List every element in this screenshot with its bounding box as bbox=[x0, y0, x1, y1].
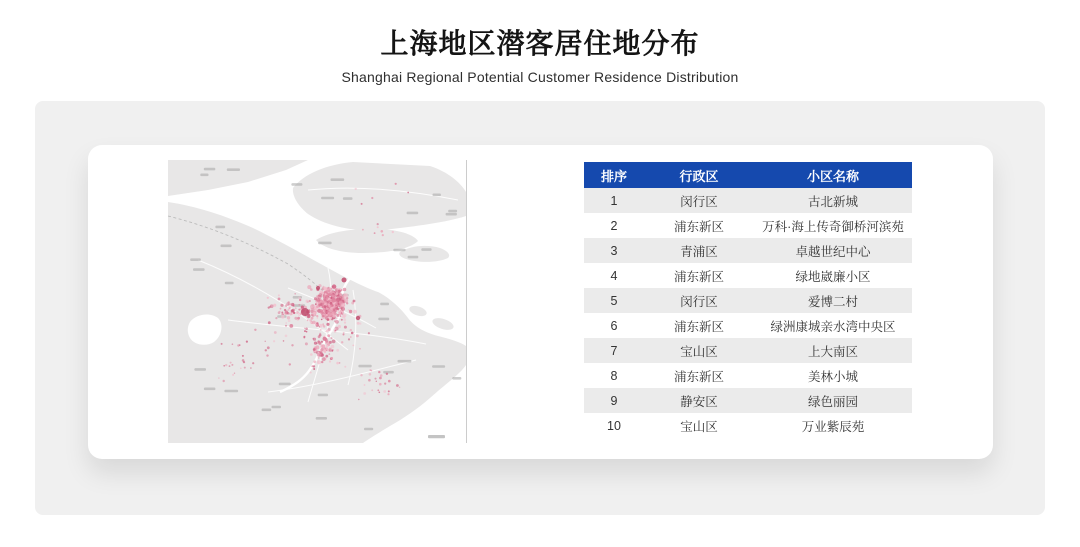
table-row bbox=[584, 288, 912, 313]
table-row bbox=[584, 238, 912, 263]
table-row bbox=[584, 363, 912, 388]
content-panel bbox=[35, 101, 1045, 515]
map-canvas bbox=[168, 160, 466, 443]
page-title: 上海地区潜客居住地分布 bbox=[380, 28, 700, 59]
table-row bbox=[584, 213, 912, 238]
rank-cell: 1 bbox=[610, 193, 618, 208]
rank-cell: 3 bbox=[610, 243, 618, 258]
community-cell: 万科·海上传奇御桥河滨苑 bbox=[762, 219, 904, 234]
page-subtitle: Shanghai Regional Potential Customer Residence Distribution bbox=[341, 69, 739, 85]
community-cell: 绿色丽园 bbox=[807, 394, 858, 409]
community-cell: 美林小城 bbox=[807, 369, 858, 384]
map-attribution bbox=[428, 435, 445, 438]
community-cell: 万业紫辰苑 bbox=[801, 419, 865, 434]
rank-cell: 9 bbox=[610, 393, 618, 408]
shanghai-map bbox=[168, 160, 467, 443]
table-row bbox=[584, 413, 912, 438]
rank-cell: 4 bbox=[610, 268, 618, 283]
table-row bbox=[584, 263, 912, 288]
community-cell: 上大南区 bbox=[807, 344, 858, 359]
community-cell: 卓越世纪中心 bbox=[795, 244, 871, 259]
district-cell: 浦东新区 bbox=[673, 319, 724, 334]
rank-cell: 6 bbox=[610, 318, 618, 333]
district-cell: 闵行区 bbox=[680, 194, 718, 209]
table-row bbox=[584, 338, 912, 363]
ranking-table-container bbox=[584, 162, 912, 438]
column-header-2: 小区名称 bbox=[754, 162, 912, 188]
ranking-table bbox=[584, 162, 912, 438]
content-card bbox=[88, 145, 993, 459]
district-cell: 宝山区 bbox=[680, 344, 718, 359]
district-cell: 浦东新区 bbox=[673, 219, 724, 234]
table-row bbox=[584, 188, 912, 213]
table-row bbox=[584, 388, 912, 413]
rank-cell: 10 bbox=[607, 418, 621, 433]
community-cell: 爱博二村 bbox=[807, 294, 858, 309]
district-cell: 宝山区 bbox=[680, 419, 718, 434]
column-header-1: 行政区 bbox=[644, 162, 754, 188]
page-header bbox=[0, 22, 1080, 85]
rank-cell: 7 bbox=[610, 343, 618, 358]
community-cell: 绿地崴廉小区 bbox=[795, 269, 871, 284]
rank-cell: 5 bbox=[610, 293, 618, 308]
district-cell: 青浦区 bbox=[680, 244, 718, 259]
table-header-row bbox=[584, 162, 912, 188]
district-cell: 浦东新区 bbox=[673, 269, 724, 284]
district-cell: 闵行区 bbox=[680, 294, 718, 309]
district-cell: 浦东新区 bbox=[673, 369, 724, 384]
column-header-0: 排序 bbox=[584, 162, 644, 188]
rank-cell: 8 bbox=[610, 368, 618, 383]
table-row bbox=[584, 313, 912, 338]
community-cell: 绿洲康城亲水湾中央区 bbox=[770, 319, 896, 334]
district-cell: 静安区 bbox=[680, 394, 718, 409]
community-cell: 古北新城 bbox=[807, 194, 858, 209]
rank-cell: 2 bbox=[610, 218, 618, 233]
